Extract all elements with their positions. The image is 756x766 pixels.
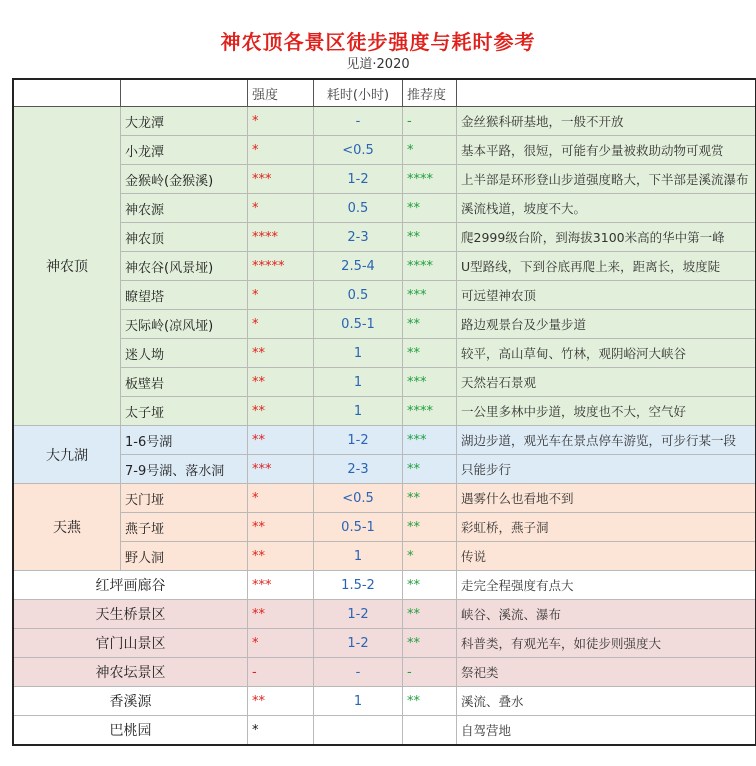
table-row <box>13 223 756 252</box>
area-name: 官门山景区 <box>13 629 248 658</box>
note-text: 溪流栈道，坡度不大。 <box>457 194 756 223</box>
intensity-stars: ** <box>248 600 314 629</box>
spot-name: 太子垭 <box>121 397 248 426</box>
table-row <box>13 107 756 136</box>
table-row <box>13 136 756 165</box>
intensity-stars: *** <box>248 165 314 194</box>
time-hours: 1 <box>314 339 403 368</box>
table-row <box>13 716 756 746</box>
time-hours: 0.5-1 <box>314 513 403 542</box>
note-text: 爬2999级台阶，到海拔3100米高的华中第一峰 <box>457 223 756 252</box>
intensity-stars: ** <box>248 687 314 716</box>
recommend-stars: **** <box>403 252 457 281</box>
area-name: 神农坛景区 <box>13 658 248 687</box>
note-text: 天然岩石景观 <box>457 368 756 397</box>
header-time: 耗时(小时) <box>314 79 403 107</box>
recommend-stars: **** <box>403 397 457 426</box>
recommend-stars: ** <box>403 513 457 542</box>
table-row <box>13 194 756 223</box>
time-hours: 1-2 <box>314 600 403 629</box>
intensity-stars: * <box>248 716 314 746</box>
note-text: 自驾营地 <box>457 716 756 746</box>
recommend-stars: - <box>403 107 457 136</box>
table-row <box>13 658 756 687</box>
note-text: 路边观景台及少量步道 <box>457 310 756 339</box>
area-name: 香溪源 <box>13 687 248 716</box>
note-text: 传说 <box>457 542 756 571</box>
recommend-stars: ** <box>403 600 457 629</box>
intensity-stars: ** <box>248 513 314 542</box>
intensity-stars: * <box>248 194 314 223</box>
spot-name: 野人洞 <box>121 542 248 571</box>
page-subtitle: 见道·2020 <box>346 57 410 72</box>
recommend-stars: ** <box>403 310 457 339</box>
header-row <box>13 79 756 107</box>
spot-name: 燕子垭 <box>121 513 248 542</box>
table-row <box>13 281 756 310</box>
intensity-stars: *** <box>248 455 314 484</box>
recommend-stars: ** <box>403 571 457 600</box>
table-row <box>13 629 756 658</box>
recommend-stars: ** <box>403 455 457 484</box>
note-text: 遇雾什么也看地不到 <box>457 484 756 513</box>
intensity-stars: ** <box>248 339 314 368</box>
time-hours: 2.5-4 <box>314 252 403 281</box>
recommend-stars: * <box>403 542 457 571</box>
note-text: 湖边步道，观光车在景点停车游览，可步行某一段 <box>457 426 756 455</box>
note-text: 金丝猴科研基地，一般不开放 <box>457 107 756 136</box>
time-hours: - <box>314 107 403 136</box>
recommend-stars: ** <box>403 629 457 658</box>
time-hours: 1.5-2 <box>314 571 403 600</box>
recommend-stars: ** <box>403 484 457 513</box>
area-name: 天燕 <box>13 484 121 571</box>
note-text: U型路线，下到谷底再爬上来，距离长，坡度陡 <box>457 252 756 281</box>
note-text: 较平，高山草甸、竹林，观阴峪河大峡谷 <box>457 339 756 368</box>
time-hours: 1-2 <box>314 426 403 455</box>
intensity-stars: ** <box>248 542 314 571</box>
table-row <box>13 165 756 194</box>
header-area <box>13 79 121 107</box>
header-intensity: 强度 <box>248 79 314 107</box>
intensity-stars: *** <box>248 571 314 600</box>
header-note <box>457 79 756 107</box>
spot-name: 1-6号湖 <box>121 426 248 455</box>
intensity-stars: * <box>248 629 314 658</box>
time-hours: 2-3 <box>314 223 403 252</box>
note-text: 上半部是环形登山步道强度略大，下半部是溪流瀑布 <box>457 165 756 194</box>
time-hours: <0.5 <box>314 136 403 165</box>
recommend-stars: * <box>403 136 457 165</box>
intensity-stars: ***** <box>248 252 314 281</box>
note-text: 走完全程强度有点大 <box>457 571 756 600</box>
recommend-stars: ** <box>403 194 457 223</box>
intensity-stars: ** <box>248 368 314 397</box>
spot-name: 7-9号湖、落水洞 <box>121 455 248 484</box>
time-hours: 0.5-1 <box>314 310 403 339</box>
spot-name: 神农顶 <box>121 223 248 252</box>
time-hours: 0.5 <box>314 281 403 310</box>
table-row <box>13 455 756 484</box>
table-row <box>13 310 756 339</box>
area-name: 神农顶 <box>13 107 121 426</box>
table-row <box>13 513 756 542</box>
recommend-stars <box>403 716 457 746</box>
spot-name: 天际岭(凉风垭) <box>121 310 248 339</box>
intensity-stars: ** <box>248 426 314 455</box>
table-row <box>13 687 756 716</box>
recommend-stars: **** <box>403 165 457 194</box>
intensity-stars: * <box>248 310 314 339</box>
intensity-stars: ** <box>248 397 314 426</box>
time-hours: 1 <box>314 368 403 397</box>
note-text: 彩虹桥，燕子洞 <box>457 513 756 542</box>
time-hours: 1 <box>314 542 403 571</box>
note-text: 可远望神农顶 <box>457 281 756 310</box>
recommend-stars: *** <box>403 426 457 455</box>
spot-name: 小龙潭 <box>121 136 248 165</box>
intensity-stars: - <box>248 658 314 687</box>
spot-name: 神农源 <box>121 194 248 223</box>
intensity-stars: * <box>248 281 314 310</box>
spot-name: 金猴岭(金猴溪) <box>121 165 248 194</box>
time-hours: 1-2 <box>314 629 403 658</box>
hiking-table <box>12 78 756 746</box>
recommend-stars: ** <box>403 687 457 716</box>
table-row <box>13 252 756 281</box>
table-row <box>13 426 756 455</box>
table-row <box>13 397 756 426</box>
time-hours: 2-3 <box>314 455 403 484</box>
recommend-stars: ** <box>403 223 457 252</box>
spot-name: 神农谷(风景垭) <box>121 252 248 281</box>
area-name: 红坪画廊谷 <box>13 571 248 600</box>
recommend-stars: - <box>403 658 457 687</box>
table-row <box>13 339 756 368</box>
intensity-stars: **** <box>248 223 314 252</box>
note-text: 只能步行 <box>457 455 756 484</box>
table-row <box>13 484 756 513</box>
spot-name: 大龙潭 <box>121 107 248 136</box>
note-text: 科普类，有观光车，如徒步则强度大 <box>457 629 756 658</box>
table-row <box>13 368 756 397</box>
table-row <box>13 571 756 600</box>
time-hours: 1 <box>314 687 403 716</box>
note-text: 一公里多林中步道，坡度也不大，空气好 <box>457 397 756 426</box>
note-text: 溪流、叠水 <box>457 687 756 716</box>
note-text: 基本平路，很短，可能有少量被救助动物可观赏 <box>457 136 756 165</box>
recommend-stars: ** <box>403 339 457 368</box>
page-title: 神农顶各景区徒步强度与耗时参考 <box>220 30 536 54</box>
time-hours: 0.5 <box>314 194 403 223</box>
note-text: 祭祀类 <box>457 658 756 687</box>
time-hours: - <box>314 658 403 687</box>
header-recommend: 推荐度 <box>403 79 457 107</box>
time-hours: <0.5 <box>314 484 403 513</box>
spot-name: 迷人坳 <box>121 339 248 368</box>
time-hours: 1 <box>314 397 403 426</box>
time-hours <box>314 716 403 746</box>
note-text: 峡谷、溪流、瀑布 <box>457 600 756 629</box>
header-spot <box>121 79 248 107</box>
spot-name: 天门垭 <box>121 484 248 513</box>
recommend-stars: *** <box>403 368 457 397</box>
spot-name: 瞭望塔 <box>121 281 248 310</box>
intensity-stars: * <box>248 136 314 165</box>
table-row <box>13 600 756 629</box>
intensity-stars: * <box>248 484 314 513</box>
table-row <box>13 542 756 571</box>
time-hours: 1-2 <box>314 165 403 194</box>
intensity-stars: * <box>248 107 314 136</box>
area-name: 大九湖 <box>13 426 121 484</box>
area-name: 天生桥景区 <box>13 600 248 629</box>
area-name: 巴桃园 <box>13 716 248 746</box>
spot-name: 板壁岩 <box>121 368 248 397</box>
recommend-stars: *** <box>403 281 457 310</box>
